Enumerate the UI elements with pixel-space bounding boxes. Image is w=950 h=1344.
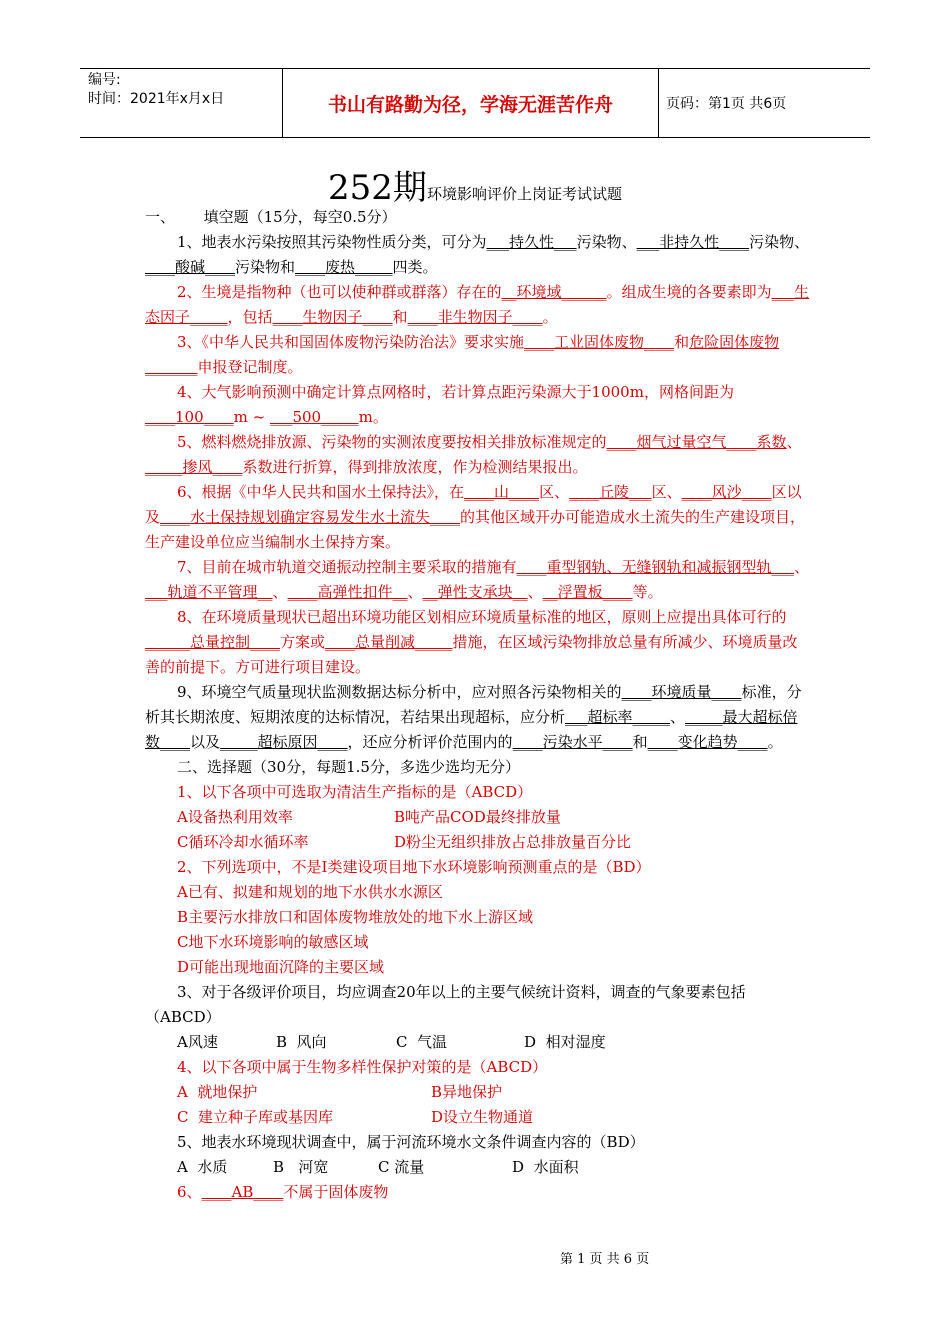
- question-4: 4、大气影响预测中确定计算点网格时，若计算点距污染源大于1000m，网格间距为____100____m ~ ___500_____m。: [145, 383, 734, 426]
- title-number: 252期: [328, 168, 427, 208]
- page-footer: 第 1 页 共 6 页: [560, 1252, 650, 1267]
- title-text: 环境影响评价上岗证考试试题: [426, 185, 622, 203]
- question-1: 1、地表水污染按照其污染物性质分类，可分为___持久性___污染物、___非持久性____污染物、____酸碱____污染物和____废热_____四类。: [145, 233, 810, 276]
- question-3: 3、《中华人民共和国固体废物污染防治法》要求实施____工业固体废物____和危险固体废物_______申报登记制度。: [145, 333, 780, 376]
- choice-question-1: 1、以下各项中可选取为清洁生产指标的是（ABCD） A设备热利用效率 B吨产品COD最终排放量 C循环冷却水循环率 D粉尘无组织排放占总排放量百分比: [177, 783, 632, 851]
- question-2: 2、生境是指物种（也可以使种群或群落）存在的__环境域______。组成生境的各要素即为___生态因子_____，包括____生物因子____和____非生物因子____。: [145, 283, 810, 326]
- header-meta: [80, 69, 283, 137]
- question-5: 5、燃料燃烧排放源、污染物的实测浓度要按相关排放标准规定的____烟气过量空气____系数、_____掺风____系数进行折算，得到排放浓度，作为检测结果报出。: [145, 433, 802, 476]
- choice-question-2: 2、下列选项中，不是I类建设项目地下水环境影响预测重点的是（BD） A已有、拟建和规划的地下水供水水源区 B主要污水排放口和固体废物堆放处的地下水上游区域 C地下水环境影响的敏感区域 D可能出现地面沉降的主要区域: [177, 858, 651, 976]
- section1-heading: 一、 填空题（15分，每空0.5分）: [145, 208, 397, 226]
- choice-question-5: 5、地表水环境现状调查中，属于河流环境水文条件调查内容的（BD） A 水质 B 河宽 C 流量 D 水面积: [177, 1133, 645, 1176]
- question-9: 9、环境空气质量现状监测数据达标分析中，应对照各污染物相关的____环境质量____标准，分析其长期浓度、短期浓度的达标情况，若结果出现超标，应分析___超标率_____、_____最大超标倍数____以及_____超标原因____，还应分析评价范围内的____污染水平____和____变化趋势____。: [145, 683, 802, 751]
- question-8: 8、在环境质量现状已超出环境功能区划相应环境质量标准的地区，原则上应提出具体可行的______总量控制____方案或____总量削减_____措施，在区域污染物排放总量有所减少、环境质量改善的前提下。方可进行项目建设。: [145, 608, 798, 676]
- page-title: [0, 160, 950, 209]
- document-body: [145, 205, 810, 1205]
- question-7: 7、目前在城市轨道交通振动控制主要采取的措施有____重型钢轨、无缝钢轨和减振钢型轨___、___轨道不平管理__、____高弹性扣件__、__弹性支承块__、__浮置板____等。: [145, 558, 810, 601]
- section2-heading: 二、选择题（30分，每题1.5分，多选少选均无分）: [177, 758, 520, 776]
- choice-question-6: 6、____AB____不属于固体废物: [177, 1183, 389, 1201]
- question-6: 6、根据《中华人民共和国水土保持法》，在____山____区、____丘陵___区、____风沙____区以及____水土保持规划确定容易发生水土流失____的其他区域开办可能造成水土流失的生产建设项目，生产建设单位应当编制水土保持方案。: [145, 483, 806, 551]
- header-page-info: 页码：第1页 共6页: [666, 96, 787, 112]
- choice-question-3: 3、对于各级评价项目，均应调查20年以上的主要气候统计资料，调查的气象要素包括（ABCD） A风速 B 风向 C 气温 D 相对湿度: [145, 983, 746, 1051]
- header-motto: 书山有路勤为径，学海无涯苦作舟: [283, 69, 659, 137]
- choice-question-4: 4、以下各项中属于生物多样性保护对策的是（ABCD） A 就地保护 B异地保护 C 建立种子库或基因库 D设立生物通道: [177, 1058, 548, 1126]
- document-header: [80, 68, 870, 138]
- time-label: 时间：2021年x月x日: [88, 91, 225, 107]
- code-label: 编号:: [88, 72, 121, 88]
